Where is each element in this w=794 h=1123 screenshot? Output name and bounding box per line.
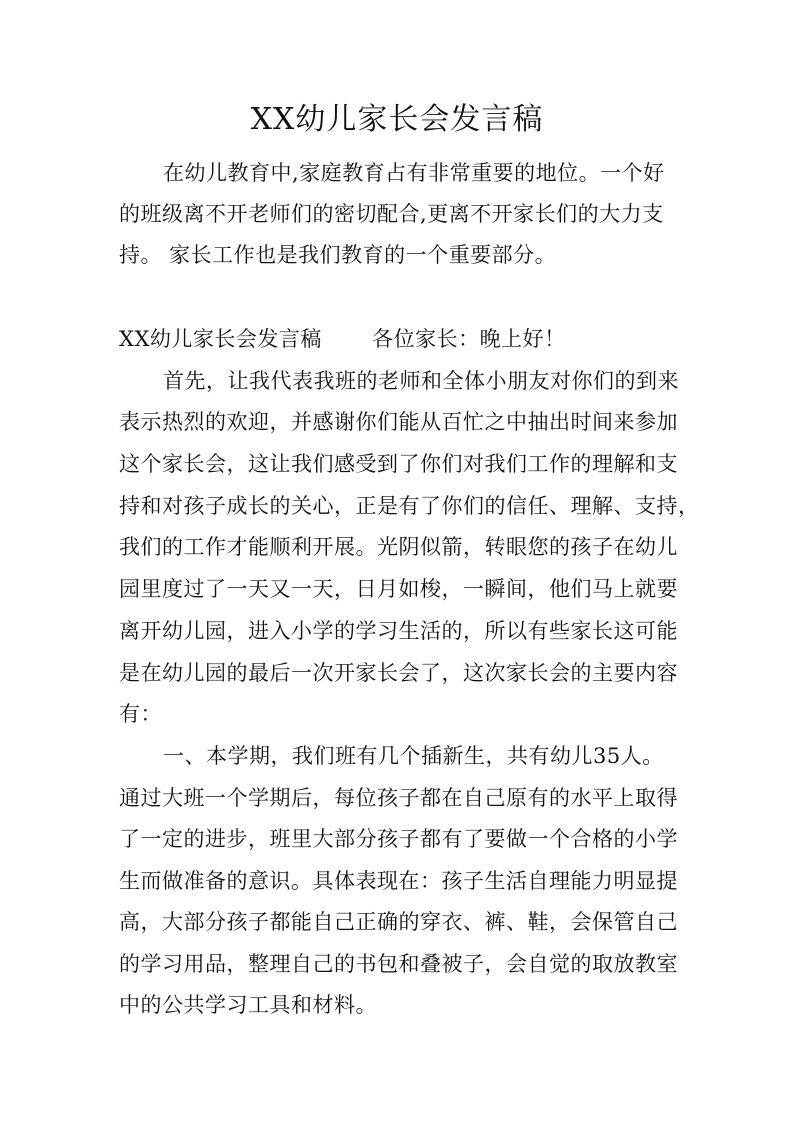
para1-line-5: 我们的工作才能顺利开展。光阴似箭，转眼您的孩子在幼儿 — [119, 535, 678, 559]
para1-line-6: 园里度过了一天又一天，日月如梭，一瞬间，他们马上就要 — [119, 577, 678, 601]
para2-line-4: 生而做准备的意识。具体表现在：孩子生活自理能力明显提 — [119, 869, 678, 893]
intro-line-1: 在幼儿教育中,家庭教育占有非常重要的地位。一个好 — [163, 161, 665, 185]
para1-line-9: 有： — [119, 702, 162, 726]
para2-line-2: 通过大班一个学期后，每位孩子都在自己原有的水平上取得 — [119, 786, 678, 810]
para1-line-2: 表示热烈的欢迎，并感谢你们能从百忙之中抽出时间来参加 — [119, 410, 678, 434]
para2-line-6: 的学习用品，整理自己的书包和叠被子，会自觉的取放教室 — [119, 952, 678, 976]
intro-line-3: 持。 家长工作也是我们教育的一个重要部分。 — [119, 243, 557, 267]
para1-line-7: 离开幼儿园，进入小学的学习生活的，所以有些家长这可能 — [119, 619, 678, 643]
para1-line-4: 持和对孩子成长的关心，正是有了你们的信任、理解、支持， — [119, 494, 700, 518]
para1-line-1: 首先，让我代表我班的老师和全体小朋友对你们的到来 — [163, 369, 679, 393]
para2-line-5: 高，大部分孩子都能自己正确的穿衣、裤、鞋，会保管自己 — [119, 910, 678, 934]
para2-line-1: 一、本学期，我们班有几个插新生，共有幼儿35人。 — [163, 744, 664, 768]
para2-line-3: 了一定的进步，班里大部分孩子都有了要做一个合格的小学 — [119, 827, 678, 851]
document-title: XX幼儿家长会发言稿 — [250, 102, 544, 137]
para1-line-8: 是在幼儿园的最后一次开家长会了，这次家长会的主要内容 — [119, 661, 678, 685]
para2-line-7: 中的公共学习工具和材料。 — [119, 993, 377, 1017]
intro-line-2: 的班级离不开老师们的密切配合,更离不开家长们的大力支 — [119, 202, 664, 226]
greeting-line: XX幼儿家长会发言稿 各位家长：晚上好！ — [119, 327, 566, 351]
para1-line-3: 这个家长会，这让我们感受到了你们对我们工作的理解和支 — [119, 452, 678, 476]
